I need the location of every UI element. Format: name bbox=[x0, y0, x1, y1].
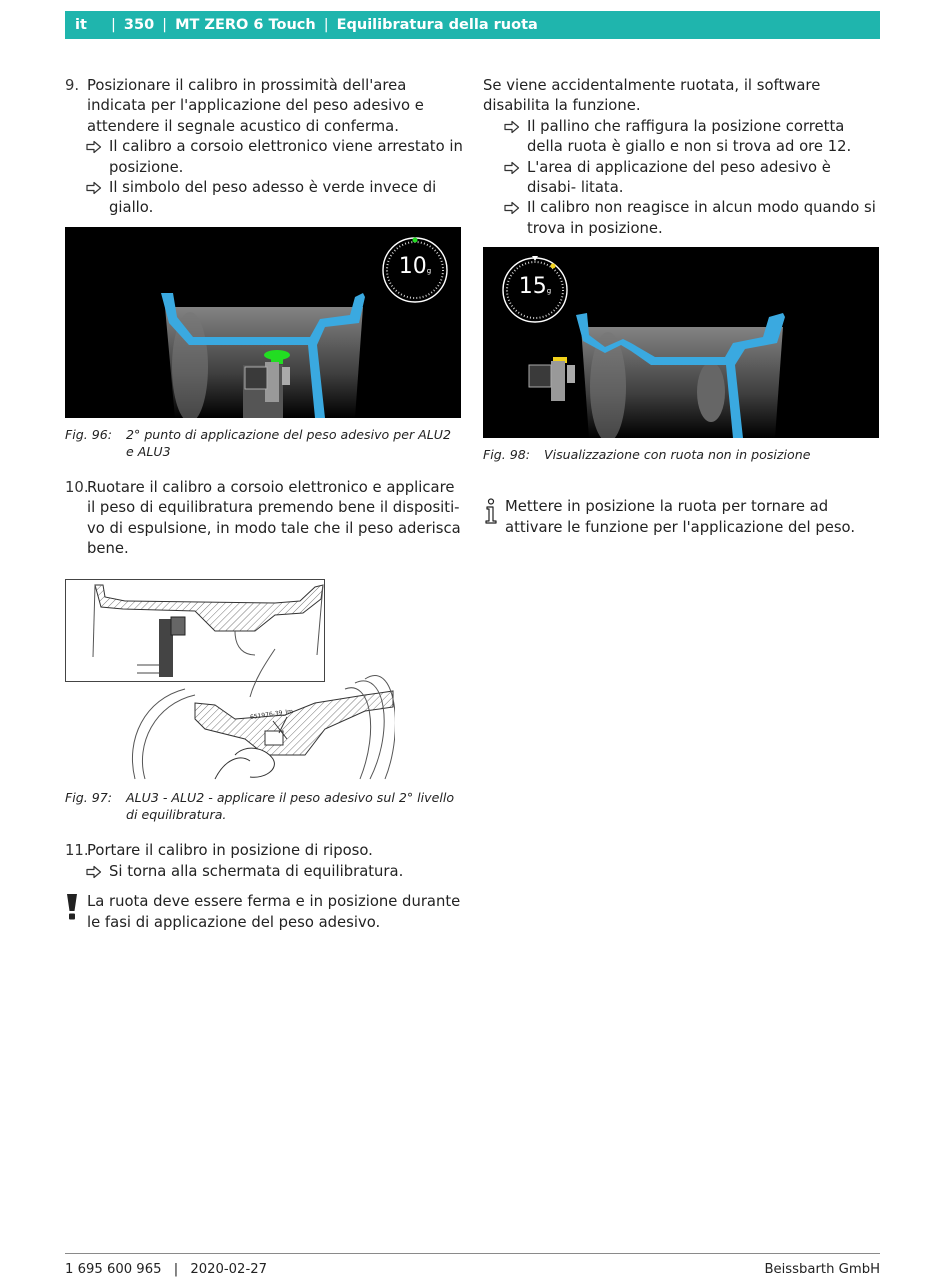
weight-unit: g bbox=[546, 287, 552, 296]
left-column bbox=[65, 76, 465, 933]
warning-note bbox=[65, 892, 465, 933]
info-icon bbox=[483, 498, 499, 524]
result-arrow-icon bbox=[86, 140, 102, 154]
header-section: Equilibratura della ruota bbox=[336, 17, 538, 33]
footer-divider bbox=[65, 1253, 880, 1254]
figure-caption-text: Visualizzazione con ruota non in posizione bbox=[544, 447, 811, 463]
result-text: Si torna alla schermata di equilibratura. bbox=[109, 862, 404, 880]
info-note bbox=[483, 497, 883, 538]
intro-text: Se viene accidentalmente ruotata, il software disabilita la funzione. bbox=[483, 77, 821, 115]
figure-96-caption bbox=[65, 426, 461, 460]
step-number: 10. bbox=[65, 478, 89, 496]
header-page-number: 350 bbox=[123, 17, 155, 33]
step-9 bbox=[65, 76, 465, 137]
footer-left bbox=[65, 1262, 267, 1277]
result-text: Il calibro non reagisce in alcun modo quando si trova in posizione. bbox=[527, 199, 876, 237]
result-arrow-icon bbox=[504, 201, 520, 215]
result-item bbox=[483, 117, 883, 158]
right-column bbox=[483, 76, 883, 538]
figure-98-caption bbox=[483, 446, 879, 463]
figure-98-screen bbox=[483, 247, 879, 438]
result-arrow-icon bbox=[86, 865, 102, 879]
footer-date: 2020-02-27 bbox=[190, 1262, 267, 1277]
result-item bbox=[483, 158, 883, 199]
weight-unit: g bbox=[426, 266, 432, 275]
figure-label: Fig. 96: bbox=[65, 426, 113, 442]
figure-caption-text: ALU3 - ALU2 - applicare il peso adesivo sul 2° livello di equilibratura. bbox=[126, 790, 455, 823]
figure-label: Fig. 97: bbox=[65, 790, 113, 806]
step-11 bbox=[65, 841, 465, 861]
result-item bbox=[65, 862, 465, 882]
footer-doc-number: 1 695 600 965 bbox=[65, 1262, 162, 1277]
result-text: L'area di applicazione del peso adesivo è disabi- litata. bbox=[527, 158, 831, 197]
step-10 bbox=[65, 478, 465, 560]
weight-value: 15 bbox=[518, 274, 547, 300]
header-separator: | bbox=[162, 17, 168, 33]
step-text: Posizionare il calibro in prossimità dell'area indicata per l'applicazione del peso adesivo e attendere il segnale acustico di conferma. bbox=[87, 77, 424, 135]
step-number: 11. bbox=[65, 842, 89, 860]
figure-97-caption bbox=[65, 789, 461, 823]
step-text: Portare il calibro in posizione di riposo. bbox=[87, 842, 373, 860]
step-text: Ruotare il calibro a corsoio elettronico e applicare il peso di equilibratura premendo bene il dispositi- vo di espulsione, in modo tale che il peso aderisca bene. bbox=[87, 478, 461, 558]
header-separator: | bbox=[111, 17, 116, 33]
page-header bbox=[65, 11, 880, 39]
result-arrow-icon bbox=[504, 120, 520, 134]
footer-company: Beissbarth GmbH bbox=[764, 1262, 880, 1277]
weight-readout bbox=[383, 253, 447, 281]
header-language: it bbox=[75, 17, 87, 33]
result-text: Il pallino che raffigura la posizione corretta della ruota è giallo e non si trova ad ore 12. bbox=[527, 117, 852, 156]
warning-text: La ruota deve essere ferma e in posizione durante le fasi di applicazione del peso adesivo. bbox=[87, 893, 461, 931]
figure-96-screen bbox=[65, 227, 461, 418]
result-item bbox=[483, 198, 883, 239]
info-text: Mettere in posizione la ruota per tornare ad attivare le funzione per l'applicazione del peso. bbox=[505, 498, 856, 536]
figure-97-drawing bbox=[65, 579, 395, 781]
header-separator: | bbox=[323, 17, 329, 33]
result-text: Il calibro a corsoio elettronico viene arrestato in posizione. bbox=[109, 138, 463, 176]
result-text: Il simbolo del peso adesso è verde invece di giallo. bbox=[109, 179, 437, 217]
rim-cross-section-drawing bbox=[65, 579, 395, 781]
step-number: 9. bbox=[65, 77, 80, 94]
header-product: MT ZERO 6 Touch bbox=[175, 17, 316, 33]
drawing-code: 651976-39_Im bbox=[249, 708, 294, 722]
result-arrow-icon bbox=[504, 161, 520, 175]
result-arrow-icon bbox=[86, 181, 102, 195]
footer-separator: | bbox=[173, 1262, 179, 1277]
exclamation-icon bbox=[65, 893, 79, 921]
result-item bbox=[65, 178, 465, 219]
figure-label: Fig. 98: bbox=[483, 447, 531, 463]
figure-caption-text: 2° punto di applicazione del peso adesivo per ALU2 e ALU3 bbox=[126, 426, 452, 459]
weight-value: 10 bbox=[398, 253, 427, 279]
weight-readout bbox=[503, 274, 567, 301]
result-item bbox=[65, 137, 465, 178]
